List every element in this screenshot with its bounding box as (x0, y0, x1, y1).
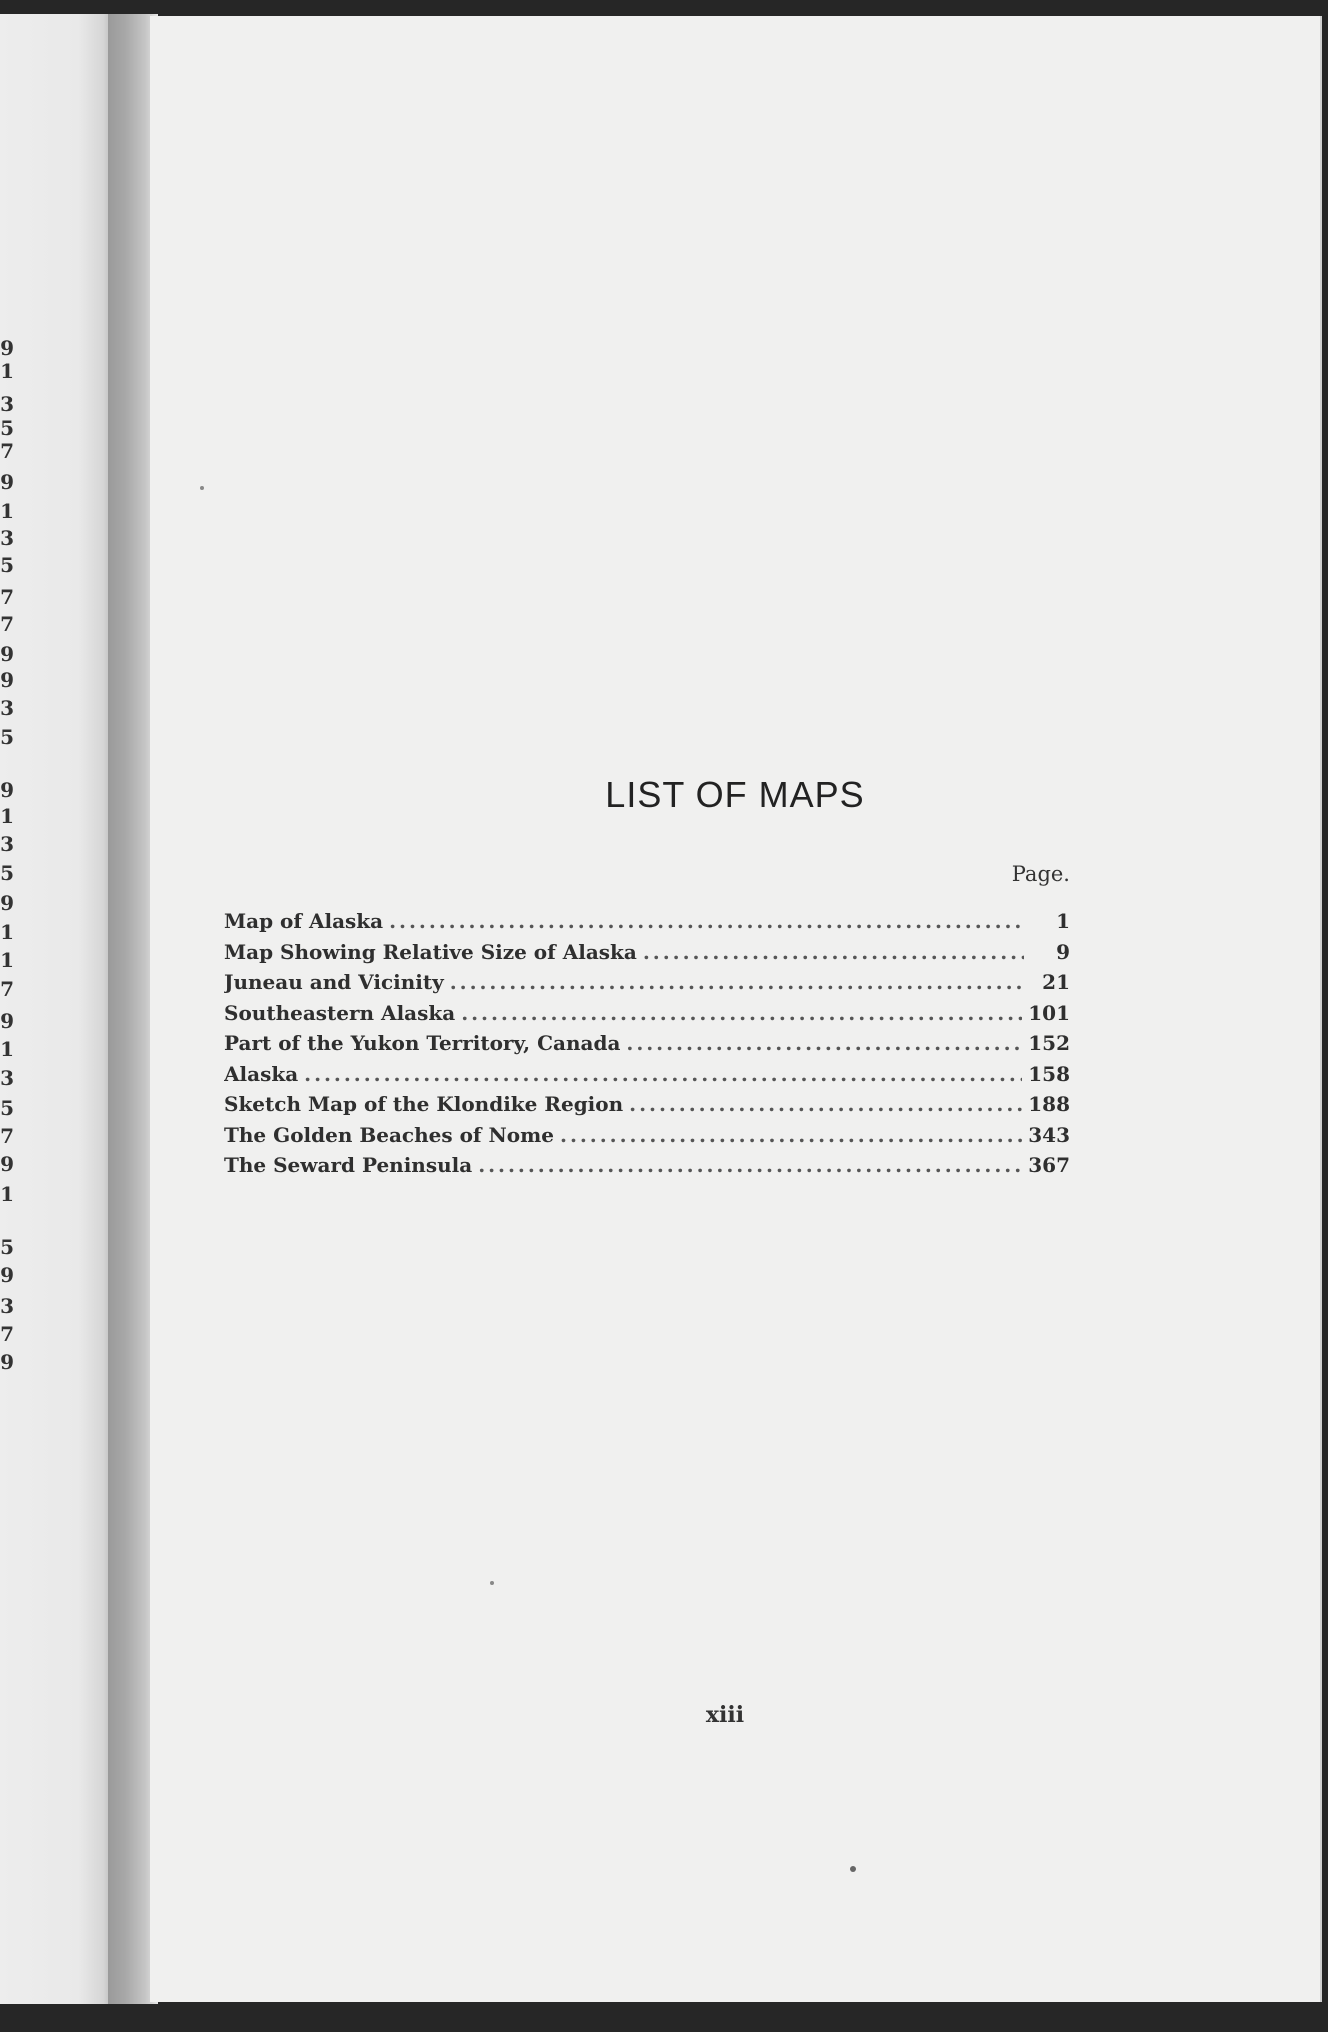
left-page-number: 7 (0, 585, 14, 609)
left-page-number: 3 (0, 1294, 14, 1318)
left-page-number: 9 (0, 642, 14, 666)
toc-entry (224, 970, 1070, 1001)
toc-entry-page: 101 (1028, 1000, 1070, 1025)
left-page-number: 9 (0, 1263, 14, 1287)
left-page-number: 3 (0, 696, 14, 720)
toc-entry-title: Southeastern Alaska (224, 1000, 456, 1025)
toc-entry (224, 1062, 1070, 1093)
toc-entry-title: The Golden Beaches of Nome (224, 1122, 555, 1147)
toc-entry-page: 9 (1056, 939, 1070, 964)
paper-speck (490, 1581, 494, 1585)
left-page-number: 9 (0, 1350, 14, 1374)
page-column-label: Page. (1011, 862, 1070, 886)
left-page (0, 14, 112, 2004)
toc-entry (224, 1031, 1070, 1062)
page-folio: xiii (705, 1702, 745, 1728)
left-page-number: 3 (0, 392, 14, 416)
left-page-number: 5 (0, 861, 14, 885)
toc-entry-title: Alaska (224, 1061, 299, 1086)
left-page-number: 1 (0, 804, 14, 828)
dot-leader (450, 970, 1024, 994)
left-page-number: 9 (0, 1152, 14, 1176)
toc-entry-page: 343 (1028, 1122, 1070, 1147)
left-page-number: 1 (0, 948, 14, 972)
left-page-number: 5 (0, 416, 14, 440)
left-page-number: 9 (0, 336, 14, 360)
dot-leader (461, 1001, 1022, 1025)
left-page-number: 5 (0, 725, 14, 749)
left-page-number: 1 (0, 359, 14, 383)
left-page-number: 9 (0, 668, 14, 692)
dot-leader (629, 1092, 1022, 1116)
dot-leader (389, 909, 1024, 933)
toc-entry-title: Part of the Yukon Territory, Canada (224, 1031, 621, 1055)
left-page-number: 9 (0, 470, 14, 494)
toc-entry-page: 1 (1056, 909, 1070, 933)
toc-entry-title: Juneau and Vicinity (224, 970, 444, 994)
left-page-number: 5 (0, 1235, 14, 1259)
left-page-number: 1 (0, 1037, 14, 1061)
left-page-number: 7 (0, 439, 14, 463)
toc-entry (224, 1123, 1070, 1154)
toc-entry-page: 188 (1028, 1092, 1070, 1116)
left-page-number: 5 (0, 1096, 14, 1120)
toc-entry-page: 367 (1028, 1153, 1070, 1177)
toc-entry (224, 1153, 1070, 1184)
left-page-number: 5 (0, 553, 14, 577)
left-page-number: 7 (0, 1322, 14, 1346)
dot-leader (478, 1153, 1022, 1177)
left-page-number: 7 (0, 1124, 14, 1148)
left-page-number: 1 (0, 499, 14, 523)
left-page-number: 9 (0, 1009, 14, 1033)
dot-leader (560, 1123, 1022, 1147)
left-page-number-column (0, 14, 14, 2004)
dot-leader (304, 1062, 1022, 1086)
toc-entry-title: Sketch Map of the Klondike Region (224, 1092, 624, 1116)
toc-entry (224, 1001, 1070, 1032)
left-page-number: 7 (0, 612, 14, 636)
left-page-number: 3 (0, 526, 14, 550)
dot-leader (643, 940, 1024, 964)
dot-leader (626, 1031, 1022, 1055)
left-page-number: 9 (0, 891, 14, 915)
paper-speck (200, 486, 204, 490)
toc-entry (224, 940, 1070, 971)
paper-speck (850, 1866, 856, 1872)
left-page-number: 7 (0, 977, 14, 1001)
toc-entry-page: 21 (1042, 970, 1070, 994)
toc-entry (224, 1092, 1070, 1123)
maps-list (224, 909, 1070, 1184)
left-page-number: 1 (0, 920, 14, 944)
toc-entry-page: 152 (1028, 1031, 1070, 1055)
left-page-number: 3 (0, 1066, 14, 1090)
toc-entry (224, 909, 1070, 940)
toc-entry-title: Map Showing Relative Size of Alaska (224, 939, 637, 964)
toc-entry-page: 158 (1028, 1061, 1070, 1086)
toc-entry-title: The Seward Peninsula (224, 1153, 473, 1177)
toc-entry-title: Map of Alaska (224, 909, 384, 933)
left-page-number: 3 (0, 832, 14, 856)
right-page (150, 16, 1322, 2002)
left-page-number: 1 (0, 1182, 14, 1206)
page-heading: LIST OF MAPS (605, 774, 865, 815)
left-page-number: 9 (0, 778, 14, 802)
